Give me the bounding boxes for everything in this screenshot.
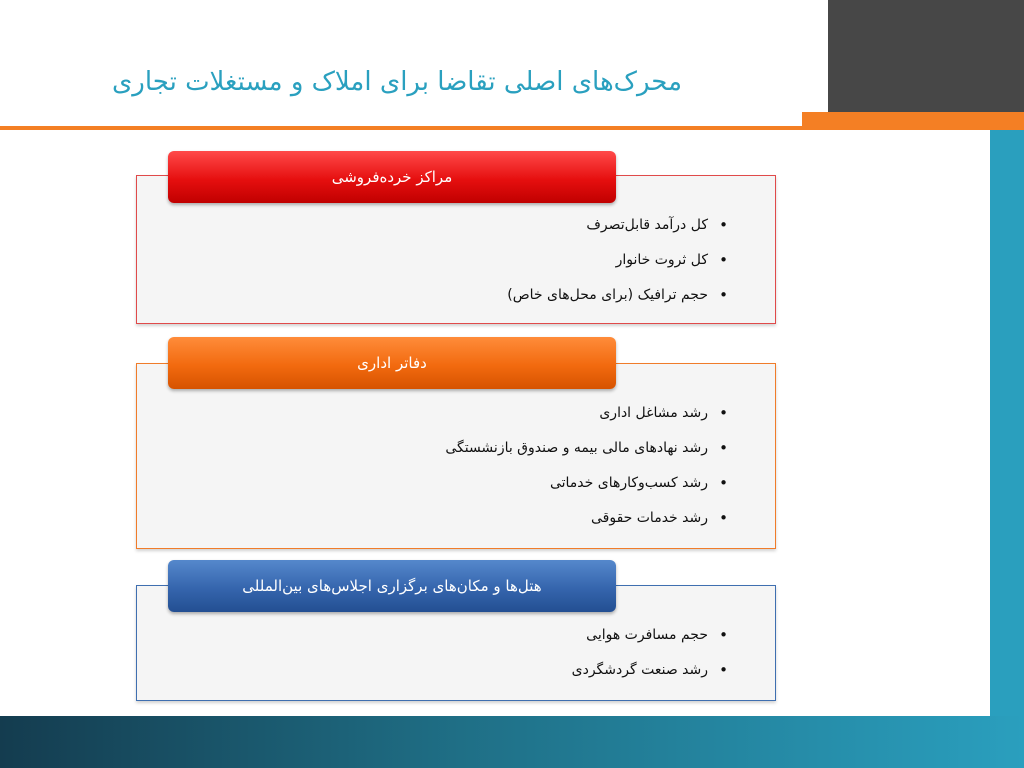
slide-title: محرک‌های اصلی تقاضا برای املاک و مستغلات تجاری — [111, 67, 682, 97]
orange-accent-block — [802, 112, 1024, 130]
list-item: • رشد خدمات حقوقی — [160, 501, 730, 536]
corner-dark-block — [828, 0, 1024, 112]
bottom-gradient-band — [0, 716, 1024, 768]
list-item: • حجم ترافیک (برای محل‌های خاص) — [160, 278, 730, 313]
list-item: • کل درآمد قابل‌تصرف — [160, 208, 730, 243]
list-item: • رشد کسب‌وکارهای خدماتی — [160, 466, 730, 501]
list-item: • رشد صنعت گردشگردی — [160, 653, 730, 688]
section-header-hotels: هتل‌ها و مکان‌های برگزاری اجلاس‌های بین‌المللی — [168, 560, 616, 612]
orange-divider-line — [0, 126, 805, 130]
section-list-hotels — [160, 618, 730, 688]
list-item: • حجم مسافرت هوایی — [160, 618, 730, 653]
teal-side-band — [990, 130, 1024, 716]
list-item: • رشد مشاغل اداری — [160, 396, 730, 431]
list-item: • رشد نهادهای مالی بیمه و صندوق بازنشستگی — [160, 431, 730, 466]
section-list-retail — [160, 208, 730, 313]
list-item: • کل ثروت خانوار — [160, 243, 730, 278]
section-header-offices: دفاتر اداری — [168, 337, 616, 389]
section-list-offices — [160, 396, 730, 536]
section-header-retail: مراکز خرده‌فروشی — [168, 151, 616, 203]
